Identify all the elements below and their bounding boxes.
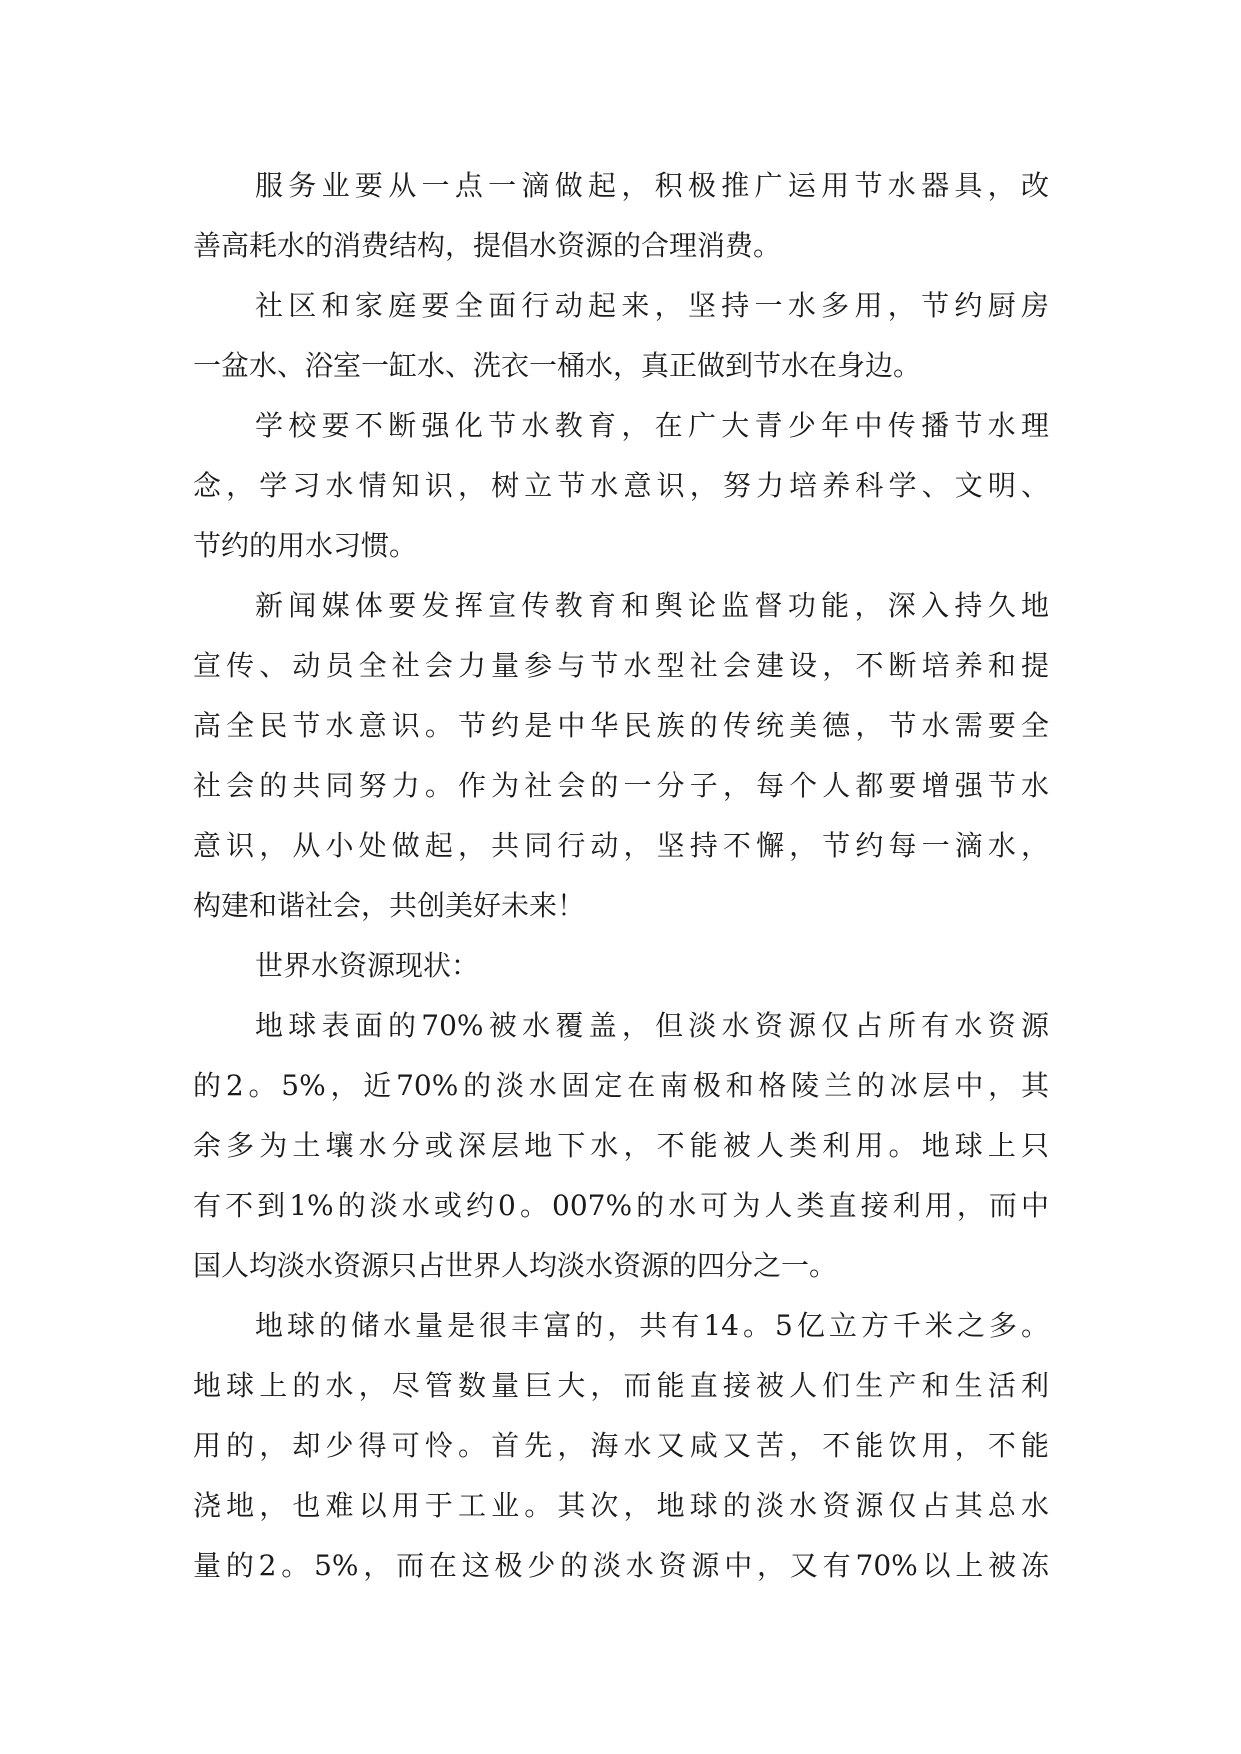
text-line: 构建和谐社会，共创美好未来！ <box>193 889 586 922</box>
text-line: 高全民节水意识。节约是中华民族的传统美德，节水需要全 <box>193 709 1049 742</box>
text-line: 国人均淡水资源只占世界人均淡水资源的四分之一。 <box>193 1249 838 1282</box>
text-line: 新闻媒体要发挥宣传教育和舆论监督功能，深入持久地 <box>255 589 1049 622</box>
text-line: 一盆水、浴室一缸水、洗衣一桶水，真正做到节水在身边。 <box>193 349 922 382</box>
text-line: 地球表面的70%被水覆盖，但淡水资源仅占所有水资源 <box>255 1009 1049 1042</box>
text-line: 地球的储水量是很丰富的，共有14。5亿立方千米之多。 <box>255 1309 1049 1342</box>
text-line: 善高耗水的消费结构，提倡水资源的合理消费。 <box>193 229 782 262</box>
text-line: 意识，从小处做起，共同行动，坚持不懈，节约每一滴水， <box>193 829 1049 862</box>
text-line: 节约的用水习惯。 <box>193 529 418 562</box>
text-line: 社区和家庭要全面行动起来，坚持一水多用，节约厨房 <box>255 289 1049 322</box>
text-line: 服务业要从一点一滴做起，积极推广运用节水器具，改 <box>255 169 1049 202</box>
text-line: 用的，却少得可怜。首先，海水又咸又苦，不能饮用，不能 <box>193 1429 1049 1462</box>
text-line: 世界水资源现状： <box>255 949 480 982</box>
text-line: 有不到1%的淡水或约0。007%的水可为人类直接利用，而中 <box>193 1189 1049 1222</box>
text-line: 学校要不断强化节水教育，在广大青少年中传播节水理 <box>255 409 1049 442</box>
text-line: 地球上的水，尽管数量巨大，而能直接被人们生产和生活利 <box>193 1369 1049 1402</box>
text-line: 念，学习水情知识，树立节水意识，努力培养科学、文明、 <box>193 469 1049 502</box>
text-line: 量的2。5%，而在这极少的淡水资源中，又有70%以上被冻 <box>193 1549 1049 1582</box>
text-line: 宣传、动员全社会力量参与节水型社会建设，不断培养和提 <box>193 649 1049 682</box>
document-body <box>193 156 1049 1596</box>
text-line: 社会的共同努力。作为社会的一分子，每个人都要增强节水 <box>193 769 1049 802</box>
text-line: 浇地，也难以用于工业。其次，地球的淡水资源仅占其总水 <box>193 1489 1049 1522</box>
text-line: 余多为土壤水分或深层地下水，不能被人类利用。地球上只 <box>193 1129 1049 1162</box>
text-line: 的2。5%，近70%的淡水固定在南极和格陵兰的冰层中，其 <box>193 1069 1049 1102</box>
